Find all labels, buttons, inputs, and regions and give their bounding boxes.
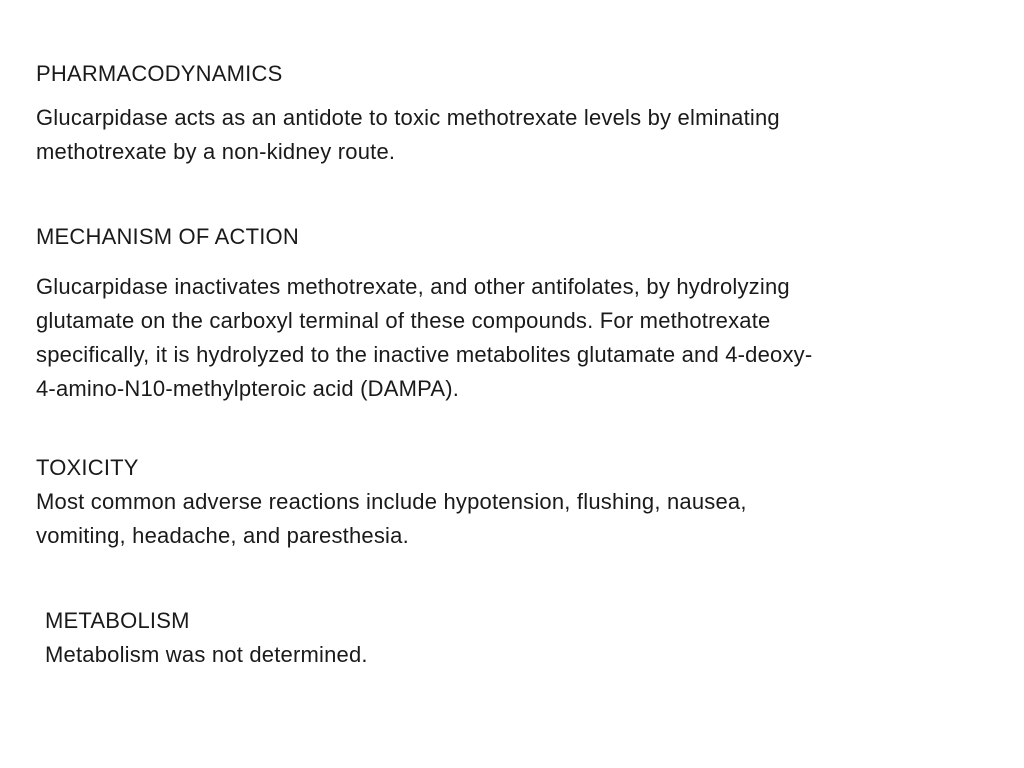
toxicity-section — [36, 451, 747, 553]
metabolism-section — [45, 604, 368, 672]
mechanism-line-4: 4-amino-N10-methylpteroic acid (DAMPA). — [36, 376, 460, 401]
mechanism-text — [36, 270, 812, 406]
toxicity-line-2: vomiting, headache, and paresthesia. — [36, 523, 409, 548]
pharmacodynamics-text — [36, 101, 780, 169]
metabolism-heading: METABOLISM — [45, 608, 190, 633]
pharmacodynamics-heading: PHARMACODYNAMICS — [36, 61, 283, 86]
pharmacodynamics-line-1: Glucarpidase acts as an antidote to toxic methotrexate levels by elminating — [36, 105, 780, 130]
toxicity-line-1: Most common adverse reactions include hypotension, flushing, nausea, — [36, 489, 747, 514]
mechanism-line-3: specifically, it is hydrolyzed to the inactive metabolites glutamate and 4-deoxy- — [36, 342, 813, 367]
mechanism-heading: MECHANISM OF ACTION — [36, 224, 299, 249]
metabolism-line-1: Metabolism was not determined. — [45, 642, 368, 667]
pharmacodynamics-line-2: methotrexate by a non-kidney route. — [36, 139, 396, 164]
mechanism-line-2: glutamate on the carboxyl terminal of these compounds. For methotrexate — [36, 308, 771, 333]
toxicity-heading: TOXICITY — [36, 455, 139, 480]
mechanism-line-1: Glucarpidase inactivates methotrexate, and other antifolates, by hydrolyzing — [36, 274, 790, 299]
